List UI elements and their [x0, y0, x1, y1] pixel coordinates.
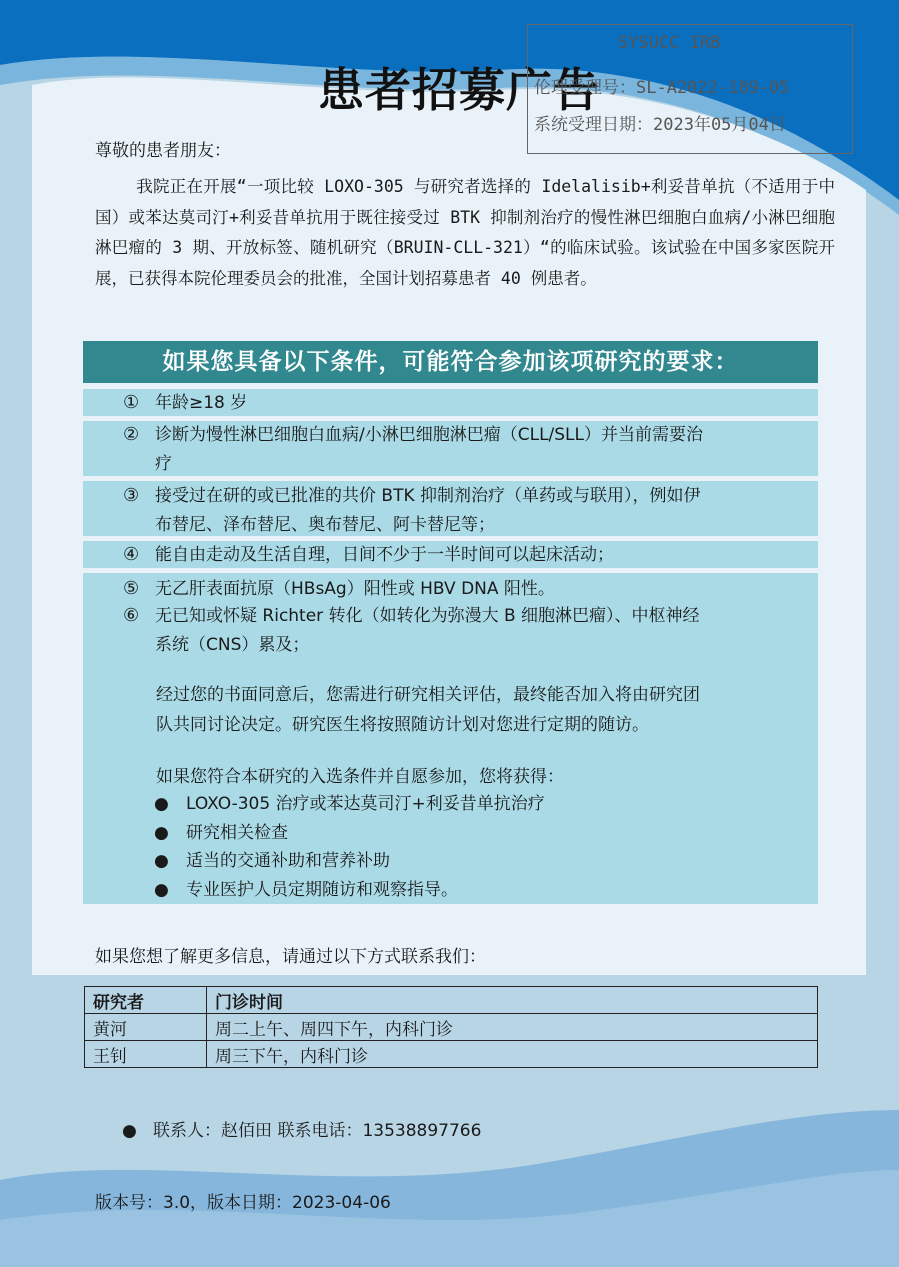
criterion-text-cont: 布替尼、泽布替尼、奥布替尼、阿卡替尼等； [155, 515, 495, 535]
table-header-row [85, 987, 818, 1014]
contact-text: 联系人：赵佰田 联系电话：13538897766 [153, 1121, 482, 1141]
criterion-item [123, 540, 803, 570]
benefit-text: LOXO-305 治疗或苯达莫司汀+利妥昔单抗治疗 [186, 794, 545, 814]
criterion-text: 诊断为慢性淋巴细胞白血病/小淋巴细胞淋巴瘤（CLL/SLL）并当前需要治 [155, 425, 703, 445]
irb-stamp [527, 24, 853, 154]
benefit-item [156, 847, 390, 875]
criterion-text: 接受过在研的或已批准的共价 BTK 抑制剂治疗（单药或与联用），例如伊 [155, 486, 701, 506]
criterion-number: ① [123, 392, 140, 413]
contact-person [122, 1116, 481, 1141]
benefit-item [156, 819, 288, 847]
criterion-text-cont: 疗 [155, 454, 172, 474]
criterion-item [123, 601, 803, 660]
benefit-item [156, 790, 545, 818]
bullet-icon: ● [154, 851, 169, 871]
criterion-text: 无乙肝表面抗原（HBsAg）阳性或 HBV DNA 阳性。 [155, 579, 555, 599]
benefit-item [156, 876, 458, 904]
criterion-number: ② [123, 424, 140, 445]
criterion-text-cont: 系统（CNS）累及； [155, 635, 310, 655]
table-cell: 周二上午、周四下午，内科门诊 [207, 1014, 818, 1041]
intro-text: 我院正在开展“一项比较 LOXO-305 与研究者选择的 Idelalisib+利妥昔单抗（不适用于中国）或苯达莫司汀+利妥昔单抗用于既往接受过 BTK 抑制剂治疗的慢性淋巴细胞白血病/小淋巴细胞淋巴瘤的 3 期、开放标签、随机研究（BRUIN-CLL-321）“的临床试验。该试验在中国多家医院开展，已获得本院伦理委员会的批准，全国计划招募患者 40 例患者。 [95, 177, 835, 288]
assessment-line-2: 队共同讨论决定。研究医生将按照随访计划对您进行定期的随访。 [156, 715, 649, 735]
benefit-text: 专业医护人员定期随访和观察指导。 [186, 880, 458, 900]
table-header-cell: 门诊时间 [207, 987, 818, 1014]
assessment-line-1: 经过您的书面同意后，您需进行研究相关评估，最终能否加入将由研究团 [156, 685, 700, 705]
contact-intro: 如果您想了解更多信息，请通过以下方式联系我们： [95, 947, 486, 967]
stamp-ethics-number: 伦理受理号：SL-A2022-189-05 [534, 78, 790, 98]
table-cell: 王钊 [85, 1041, 207, 1068]
page-title: 患者招募广告 [318, 63, 600, 117]
bullet-icon: ● [154, 823, 169, 843]
researcher-table [84, 986, 818, 1068]
version-info: 版本号：3.0，版本日期：2023-04-06 [95, 1193, 391, 1213]
benefit-text: 研究相关检查 [186, 823, 288, 843]
criterion-item [123, 481, 803, 540]
criterion-item [123, 420, 803, 479]
assessment-paragraph [156, 680, 806, 740]
criterion-number: ⑤ [123, 578, 140, 599]
stamp-date: 系统受理日期：2023年05月04日 [534, 115, 786, 135]
intro-paragraph [95, 172, 835, 294]
criterion-item [123, 388, 803, 418]
criterion-text: 能自由走动及生活自理，日间不少于一半时间可以起床活动； [155, 545, 614, 565]
criterion-number: ③ [123, 485, 140, 506]
stamp-org: SYSUCC IRB [618, 33, 721, 53]
bullet-icon: ● [154, 794, 169, 814]
criterion-text: 年龄≥18 岁 [155, 393, 248, 413]
table-row [85, 1041, 818, 1068]
criterion-item [123, 574, 803, 604]
table-cell: 黄河 [85, 1014, 207, 1041]
criterion-text: 无已知或怀疑 Richter 转化（如转化为弥漫大 B 细胞淋巴瘤）、中枢神经 [155, 606, 700, 626]
benefits-intro: 如果您符合本研究的入选条件并自愿参加，您将获得： [156, 767, 564, 787]
bullet-icon: ● [154, 880, 169, 900]
greeting: 尊敬的患者朋友： [95, 141, 231, 161]
bullet-icon: ● [122, 1121, 154, 1141]
benefit-text: 适当的交通补助和营养补助 [186, 851, 390, 871]
table-cell: 周三下午，内科门诊 [207, 1041, 818, 1068]
table-header-cell: 研究者 [85, 987, 207, 1014]
criterion-number: ④ [123, 544, 140, 565]
criterion-number: ⑥ [123, 605, 140, 626]
table-row [85, 1014, 818, 1041]
criteria-banner: 如果您具备以下条件，可能符合参加该项研究的要求： [83, 341, 818, 383]
